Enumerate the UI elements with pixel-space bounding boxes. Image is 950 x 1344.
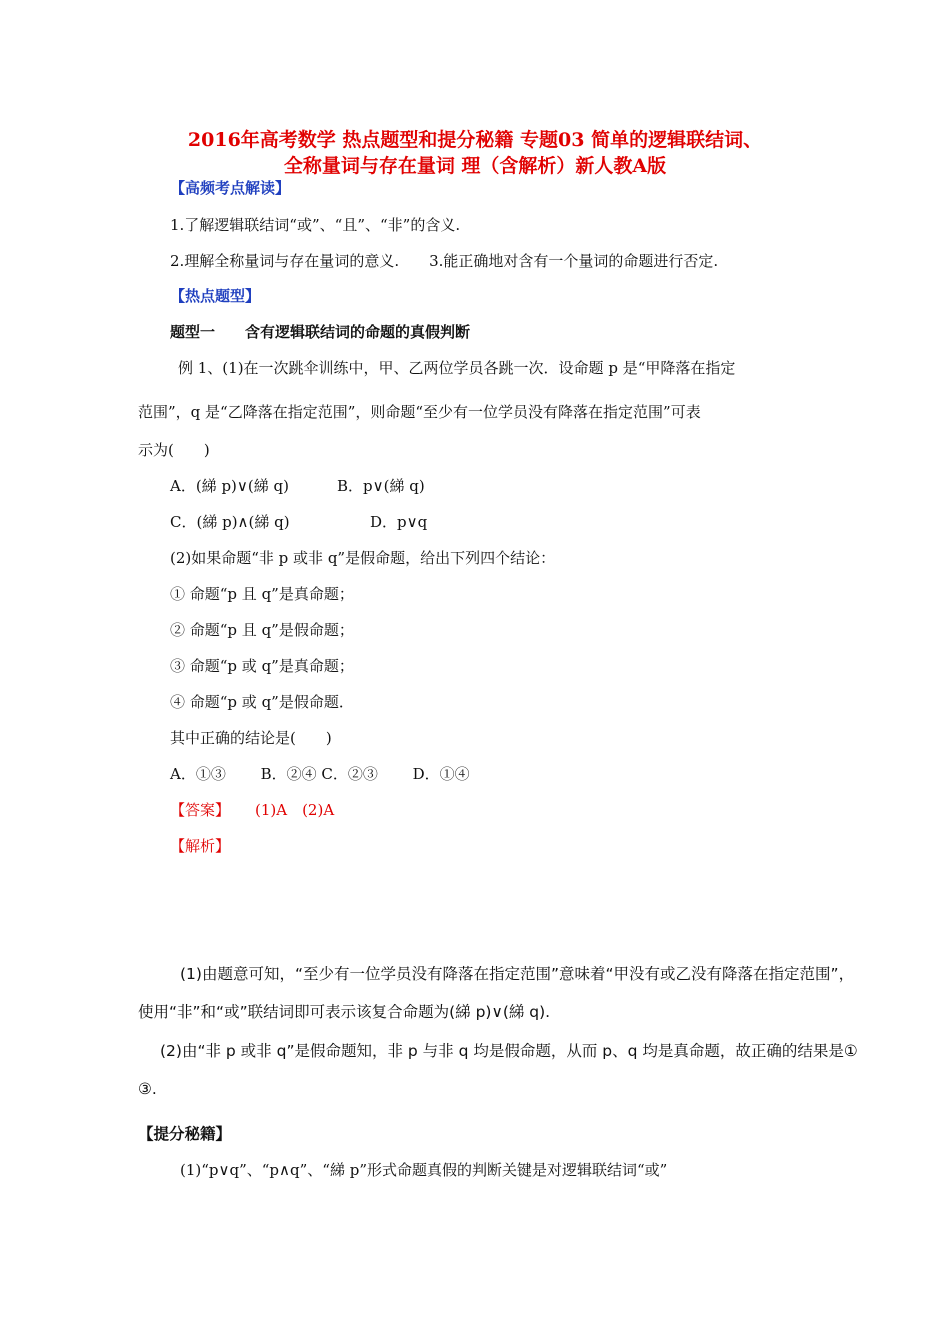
correct-question: 其中正确的结论是( ) — [170, 729, 332, 747]
type1-heading: 题型一 含有逻辑联结词的命题的真假判断 — [170, 323, 471, 341]
analysis-p2-line2: ③. — [138, 1080, 157, 1098]
analysis-p1-line2: 使用“非”和“或”联结词即可表示该复合命题为(綈 p)∨(綈 q). — [138, 1003, 551, 1021]
part2-intro: (2)如果命题“非 p 或非 q”是假命题，给出下列四个结论： — [170, 549, 556, 567]
section-hot-heading: 【热点题型】 — [170, 287, 261, 305]
analysis-p2-line1: (2)由“非 p 或非 q”是假命题知，非 p 与非 q 均是假命题，从而 p、q 均是真命题，故正确的结果是① — [160, 1042, 858, 1060]
conclusion-1: ① 命题“p 且 q”是真命题； — [170, 585, 354, 603]
document-title-line1: 2016年高考数学 热点题型和提分秘籍 专题03 简单的逻辑联结词、 — [187, 129, 763, 151]
option-c: C．(綈 p)∧(綈 q) — [170, 513, 290, 531]
frequent-item-2: 2.理解全称量词与存在量词的意义. 3.能正确地对含有一个量词的命题进行否定. — [170, 252, 719, 270]
document-title-line2: 全称量词与存在量词 理（含解析）新人教A版 — [283, 155, 667, 177]
option-d: D．p∨q — [370, 513, 428, 531]
example-line-1: 例 1、(1)在一次跳伞训练中，甲、乙两位学员各跳一次．设命题 p 是“甲降落在指定 — [178, 359, 736, 377]
option-a: A．(綈 p)∨(綈 q) — [170, 477, 289, 495]
analysis-p1-line1: (1)由题意可知，“至少有一位学员没有降落在指定范围”意味着“甲没有或乙没有降落在指定范围”， — [180, 965, 855, 983]
section-frequent-heading: 【高频考点解读】 — [170, 179, 291, 197]
tips-heading: 【提分秘籍】 — [138, 1125, 232, 1143]
example-line-2: 范围”，q 是“乙降落在指定范围”，则命题“至少有一位学员没有降落在指定范围”可表 — [138, 403, 701, 421]
tips-line-1: (1)“p∨q”、“p∧q”、“綈 p”形式命题真假的判断关键是对逻辑联结词“或” — [180, 1161, 668, 1179]
conclusion-2: ② 命题“p 且 q”是假命题； — [170, 621, 354, 639]
frequent-item-1: 1.了解逻辑联结词“或”、“且”、“非”的含义. — [170, 216, 461, 234]
conclusion-4: ④ 命题“p 或 q”是假命题． — [170, 693, 354, 711]
options-part2: A．①③ B．②④ C．②③ D．①④ — [170, 765, 470, 783]
answer-label: 【答案】 — [170, 801, 231, 819]
conclusion-3: ③ 命题“p 或 q”是真命题； — [170, 657, 354, 675]
example-line-3: 示为( ) — [138, 441, 210, 459]
answer-value: (1)A (2)A — [255, 801, 335, 819]
analysis-label: 【解析】 — [170, 837, 231, 855]
option-b: B．p∨(綈 q) — [337, 477, 425, 495]
